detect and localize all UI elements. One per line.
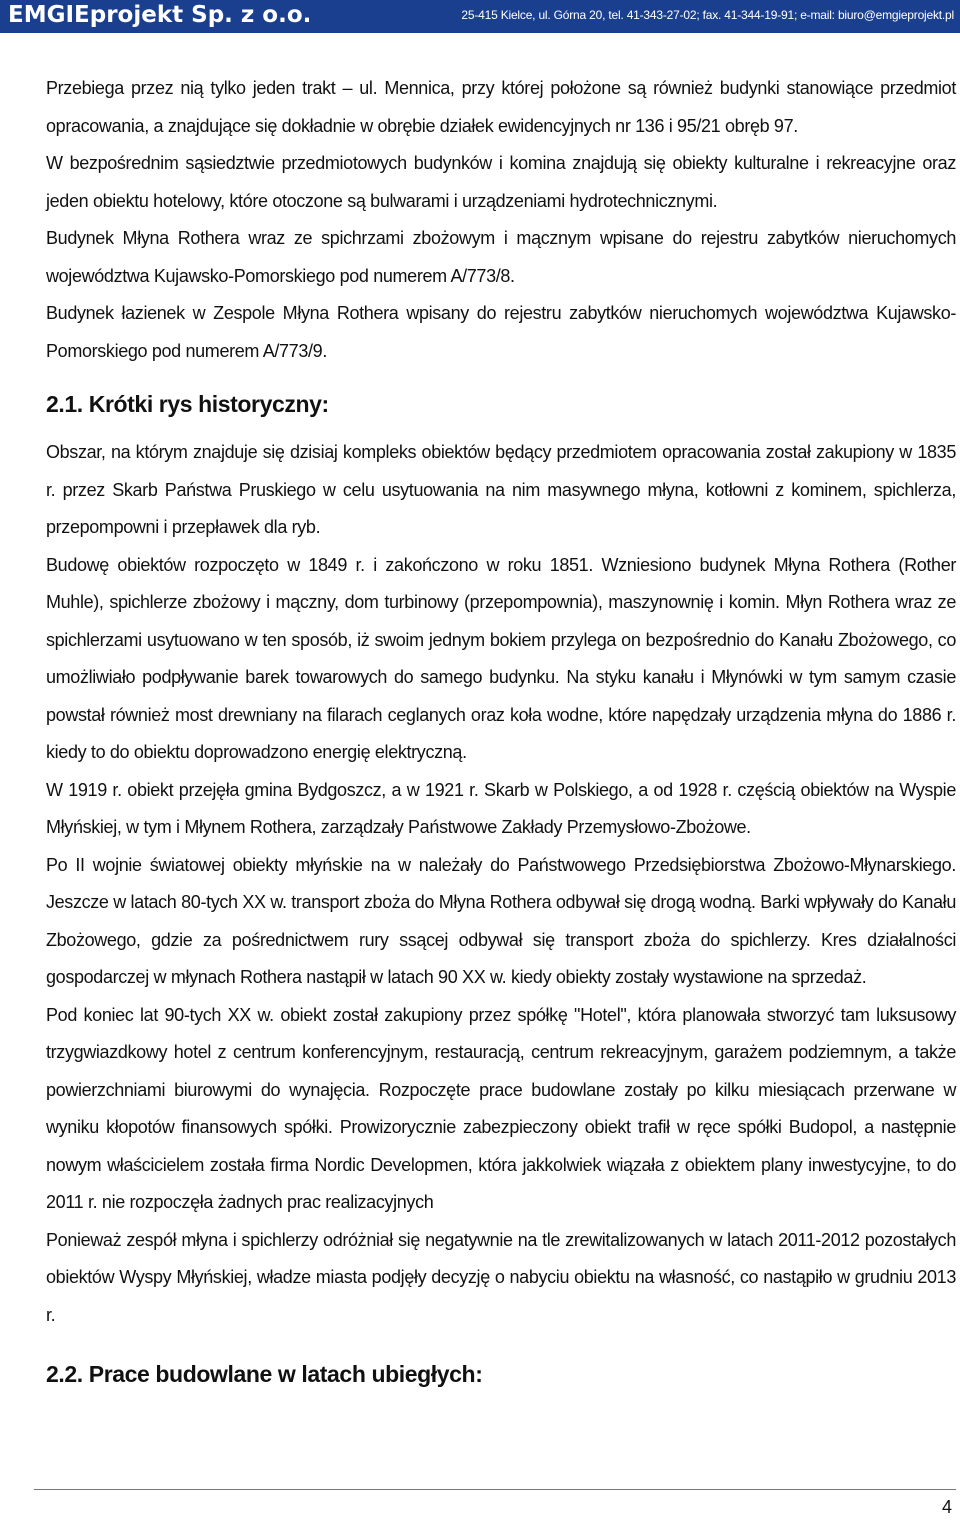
paragraph: Budynek łazienek w Zespole Młyna Rothera wpisany do rejestru zabytków nieruchomych województwa Kujawsko-Pomorskiego pod numerem A/773/9. — [46, 303, 956, 361]
paragraph: Budowę obiektów rozpoczęto w 1849 r. i zakończono w roku 1851. Wzniesiono budynek Młyna Rothera (Rother Muhle), spichlerze zbożowy i mączny, dom turbinowy (przepompownia), maszynownię i komin. Młyn Rothera wraz ze spichlerzami usytuowano w ten sposób, iż swoim jednym bokiem przylega on bezpośrednio do Kanału Zbożowego, co umożliwiało podpływanie barek towarowych do samego budynku. Na styku kanału i Młynówki w tym samym czasie powstał również most drewniany na filarach ceglanych oraz koła wodne, które napędzały urządzenia młyna do 1886 r. kiedy to do obiektu doprowadzono energię elektryczną. — [46, 554, 956, 762]
section-heading-2-1: 2.1. Krótki rys historyczny: — [46, 391, 329, 417]
paragraph: W bezpośrednim sąsiedztwie przedmiotowych budynków i komina znajdują się obiekty kulturalne i rekreacyjne oraz jeden obiektu hotelowy, które otoczone są bulwarami i urządzeniami hydrotechnicznymi. — [46, 153, 956, 211]
paragraph: W 1919 r. obiekt przejęła gmina Bydgoszcz, a w 1921 r. Skarb w Polskiego, a od 1928 r. częścią obiektów na Wyspie Młyńskiej, w tym i Młynem Rothera, zarządzały Państwowe Zakłady Przemysłowo-Zbożowe. — [46, 779, 956, 837]
paragraph: Obszar, na którym znajduje się dzisiaj kompleks obiektów będący przedmiotem opracowania został zakupiony w 1835 r. przez Skarb Państwa Pruskiego w celu usytuowania na nim masywnego młyna, kotłowni z kominem, spichlerza, przepompowni i przepławek dla ryb. — [46, 442, 956, 537]
paragraph: Ponieważ zespół młyna i spichlerzy odróżniał się negatywnie na tle zrewitalizowanych w latach 2011-2012 pozostałych obiektów Wyspy Młyńskiej, władze miasta podjęły decyzję o nabyciu obiektu na własność, co nastąpiło w grudniu 2013 r. — [46, 1229, 956, 1325]
page-number: 4 — [941, 1497, 952, 1517]
section-heading-2-2: 2.2. Prace budowlane w latach ubiegłych: — [46, 1361, 483, 1387]
page-header — [0, 0, 960, 33]
paragraph: Przebiega przez nią tylko jeden trakt – ul. Mennica, przy której położone są również budynki stanowiące przedmiot opracowania, a znajdujące się dokładnie w obrębie działek ewidencyjnych nr 136 i 95/21 obręb 97. — [46, 78, 956, 136]
paragraph: Po II wojnie światowej obiekty młyńskie na w należały do Państwowego Przedsiębiorstwa Zbożowo-Młynarskiego. Jeszcze w latach 80-tych XX w. transport zboża do Młyna Rothera odbywał się drogą wodną. Barki wpływały do Kanału Zbożowego, gdzie za pośrednictwem rury ssącej odbywał się transport zboża do spichlerzy. Kres działalności gospodarczej w młynach Rothera nastąpił w latach 90 XX w. kiedy obiekty zostały wystawione na sprzedaż. — [46, 854, 956, 987]
paragraph: Pod koniec lat 90-tych XX w. obiekt został zakupiony przez spółkę "Hotel", która planowała stworzyć tam luksusowy trzygwiazdkowy hotel z centrum konferencyjnym, restauracją, centrum rekreacyjnym, garażem podziemnym, a także powierzchniami biurowymi do wynajęcia. Rozpoczęte prace budowlane zostały po kilku miesiącach przerwane w wyniku kłopotów finansowych spółki. Prowizorycznie zabezpieczony obiekt trafił w ręce spółki Budopol, a następnie nowym właścicielem została firma Nordic Developmen, która jakkolwiek wiązała z obiektem plany inwestycyjne, to do 2011 r. nie rozpoczęła żadnych prac realizacyjnych — [46, 1004, 956, 1212]
footer-divider — [34, 1489, 956, 1490]
paragraph: Budynek Młyna Rothera wraz ze spichrzami zbożowym i mącznym wpisane do rejestru zabytków nieruchomych województwa Kujawsko-Pomorskiego pod numerem A/773/8. — [46, 228, 956, 286]
document-body — [46, 70, 956, 1392]
company-contact: 25-415 Kielce, ul. Górna 20, tel. 41-343-27-02; fax. 41-344-19-91; e-mail: biuro@emgieprojekt.pl — [461, 8, 954, 22]
company-name: EMGIEprojekt Sp. z o.o. — [8, 2, 312, 28]
